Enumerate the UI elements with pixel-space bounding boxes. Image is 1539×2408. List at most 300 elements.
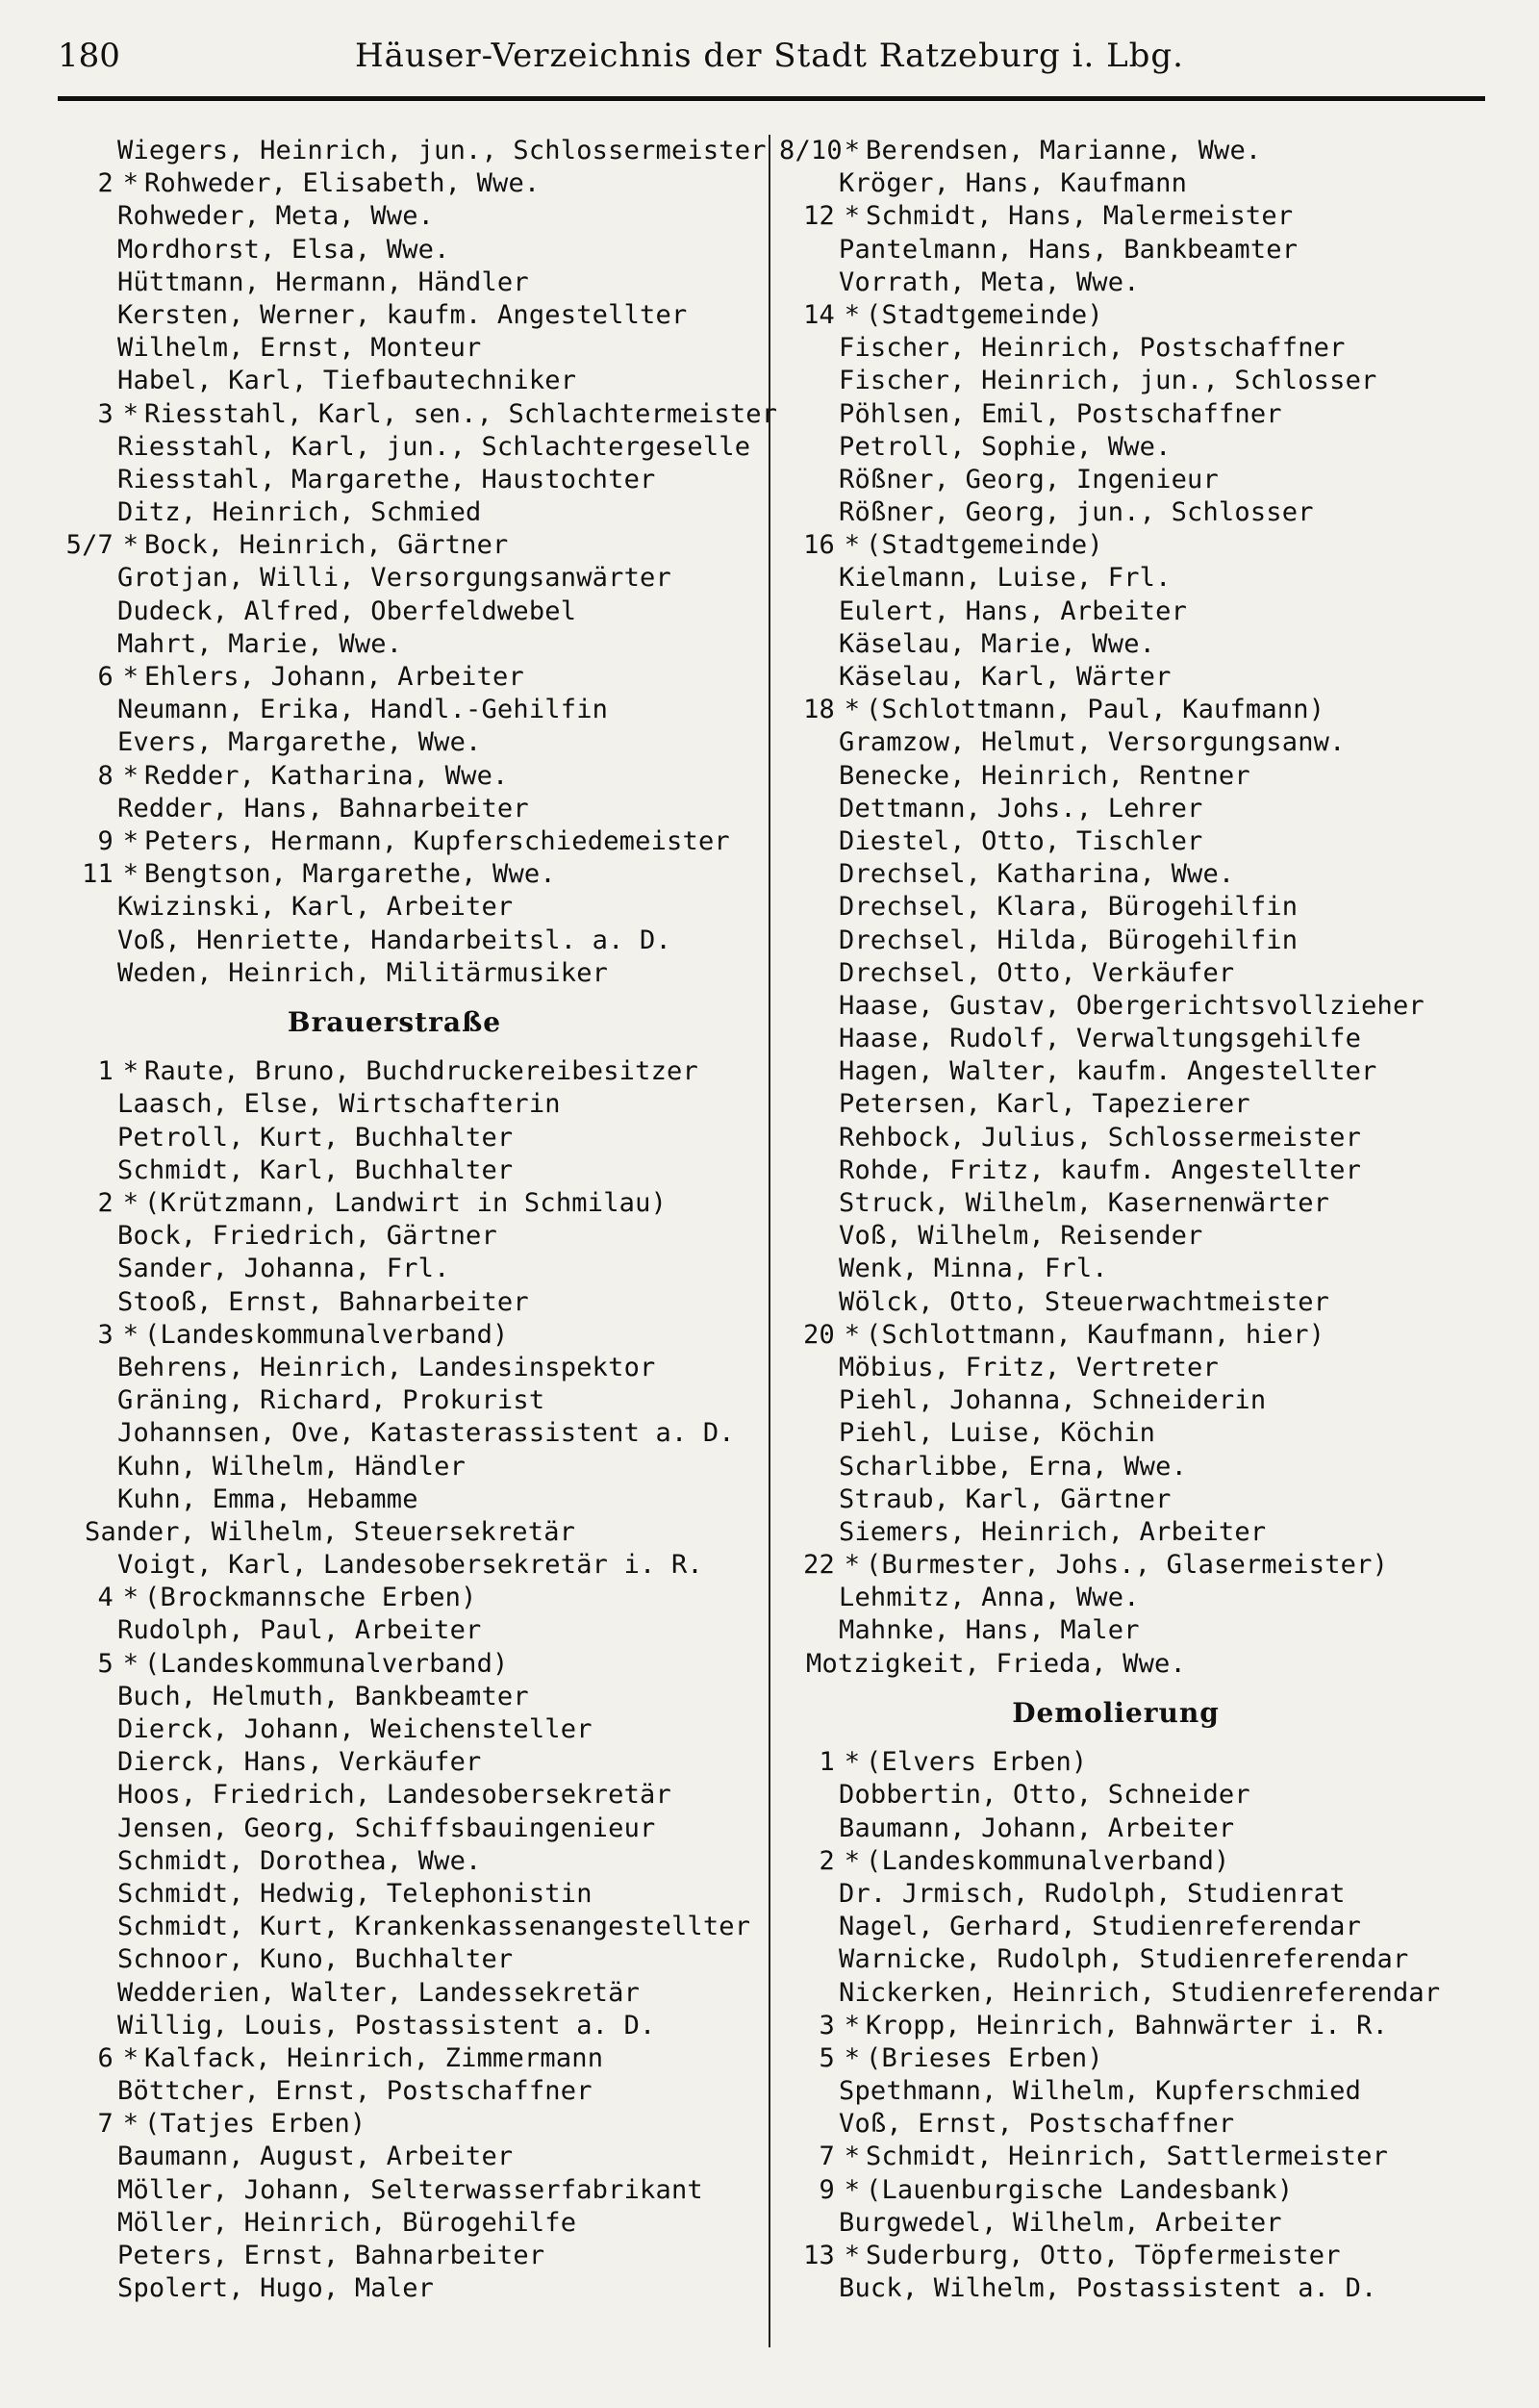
resident-text: Kropp, Heinrich, Bahnwärter i. R. (866, 2010, 1389, 2040)
directory-entry (779, 1154, 1452, 1187)
house-number: 3 (819, 2010, 835, 2040)
directory-entry (779, 266, 1452, 299)
resident-text: Schnoor, Kuno, Buchhalter (117, 1944, 514, 1975)
directory-entry (779, 1055, 1452, 1088)
directory-entry (779, 2141, 1452, 2173)
directory-entry (779, 398, 1452, 431)
resident-text: (Burmester, Johs., Glasermeister) (866, 1550, 1389, 1581)
directory-entry (779, 990, 1452, 1023)
directory-entry (58, 2141, 731, 2173)
resident-text: Dobbertin, Otto, Schneider (839, 1780, 1250, 1811)
directory-entry (779, 2042, 1452, 2075)
directory-entry (58, 2174, 731, 2207)
resident-text: Grotjan, Willi, Versorgungsanwärter (117, 563, 671, 594)
directory-entry (58, 891, 731, 924)
directory-entry (779, 1549, 1452, 1582)
resident-text: Piehl, Johanna, Schneiderin (839, 1385, 1267, 1416)
directory-entry (779, 2010, 1452, 2042)
owner-marker: * (844, 201, 861, 232)
street-heading: Brauerstraße (287, 1005, 502, 1038)
resident-text: Schmidt, Dorothea, Wwe. (117, 1845, 482, 1876)
resident-text: Voß, Wilhelm, Reisender (839, 1221, 1203, 1252)
resident-text: Rudolph, Paul, Arbeiter (117, 1615, 482, 1646)
directory-entry (779, 299, 1452, 332)
resident-text: Schmidt, Hedwig, Telephonistin (117, 1878, 593, 1909)
directory-entry (58, 2108, 731, 2141)
header-rule (58, 96, 1485, 101)
resident-text: Stooß, Ernst, Bahnarbeiter (117, 1286, 529, 1317)
resident-text: Vorrath, Meta, Wwe. (839, 266, 1140, 297)
directory-entry (779, 825, 1452, 858)
directory-entry (58, 793, 731, 825)
resident-text: Gräning, Richard, Prokurist (117, 1385, 545, 1416)
directory-entry (779, 1352, 1452, 1384)
directory-entry (58, 1943, 731, 1976)
resident-text: Neumann, Erika, Handl.-Gehilfin (117, 695, 609, 725)
directory-entry (779, 2108, 1452, 2141)
resident-text: Rößner, Georg, Ingenieur (839, 464, 1219, 494)
directory-entry (779, 332, 1452, 365)
owner-marker: * (844, 136, 861, 165)
resident-text: Suderburg, Otto, Töpfermeister (866, 2241, 1341, 2271)
resident-text: Hoos, Friedrich, Landesobersekretär (117, 1780, 671, 1811)
resident-text: Schmidt, Hans, Malermeister (866, 201, 1294, 232)
directory-entry (779, 1812, 1452, 1845)
directory-entry (58, 1516, 731, 1549)
resident-text: Pöhlsen, Emil, Postschaffner (839, 398, 1282, 429)
page-number: 180 (58, 37, 120, 75)
directory-entry (58, 1812, 731, 1845)
resident-text: Rohde, Fritz, kaufm. Angestellter (839, 1154, 1362, 1185)
directory-entry (779, 1582, 1452, 1614)
house-number: 20 (803, 1319, 835, 1350)
resident-text: Struck, Wilhelm, Kasernenwärter (839, 1188, 1330, 1218)
owner-marker: * (122, 825, 139, 856)
directory-entry (58, 925, 731, 957)
directory-entry (58, 1253, 731, 1285)
directory-entry (779, 694, 1452, 726)
resident-text: Redder, Hans, Bahnarbeiter (117, 793, 529, 824)
directory-entry (779, 1648, 1452, 1681)
resident-text: (Brieses Erben) (866, 2042, 1103, 2073)
resident-text: Fischer, Heinrich, Postschaffner (839, 333, 1346, 364)
resident-text: Käselau, Karl, Wärter (839, 662, 1172, 692)
owner-marker: * (122, 662, 139, 692)
resident-text: Haase, Gustav, Obergerichtsvollzieher (839, 990, 1425, 1021)
directory-entry (779, 1977, 1452, 2010)
owner-marker: * (844, 299, 861, 330)
house-number: 12 (803, 201, 835, 232)
directory-entry (779, 1779, 1452, 1812)
resident-text: Raute, Bruno, Buchdruckereibesitzer (144, 1056, 698, 1087)
house-number: 9 (819, 2174, 835, 2205)
resident-text: Schmidt, Karl, Buchhalter (117, 1154, 514, 1185)
resident-text: Käselau, Marie, Wwe. (839, 628, 1156, 659)
resident-text: Rohweder, Elisabeth, Wwe. (144, 168, 541, 199)
running-title: Häuser-Verzeichnis der Stadt Ratzeburg i. Lbg. (355, 37, 1184, 75)
resident-text: Burgwedel, Wilhelm, Arbeiter (839, 2207, 1282, 2238)
owner-marker: * (844, 2042, 861, 2073)
owner-marker: * (122, 168, 139, 199)
directory-entry (779, 628, 1452, 661)
resident-text: (Brockmannsche Erben) (144, 1583, 477, 1613)
directory-entry (58, 1681, 731, 1713)
resident-text: Weden, Heinrich, Militärmusiker (117, 957, 609, 988)
directory-entry (779, 2075, 1452, 2108)
directory-entry (779, 2240, 1452, 2272)
resident-text: Baumann, Johann, Arbeiter (839, 1812, 1235, 1843)
resident-text: Nickerken, Heinrich, Studienreferendar (839, 1977, 1441, 2008)
house-number: 14 (803, 299, 835, 330)
resident-text: Rehbock, Julius, Schlossermeister (839, 1122, 1362, 1153)
directory-entry (779, 1384, 1452, 1417)
directory-entry (58, 2207, 731, 2240)
resident-text: Möller, Johann, Selterwasserfabrikant (117, 2174, 703, 2205)
directory-entry (779, 1746, 1452, 1779)
directory-entry (779, 1286, 1452, 1319)
resident-text: (Landeskommunalverband) (866, 1845, 1230, 1876)
directory-entry (58, 1911, 751, 1943)
directory-entry (58, 496, 731, 529)
resident-text: Rohweder, Meta, Wwe. (117, 201, 435, 232)
directory-entry (58, 266, 731, 299)
resident-text: (Landeskommunalverband) (144, 1319, 509, 1350)
resident-text: Wiegers, Heinrich, jun., Schlossermeister (117, 136, 767, 165)
owner-marker: * (122, 1583, 139, 1613)
directory-entry (58, 1122, 731, 1154)
directory-entry (58, 1878, 731, 1911)
resident-text: (Elvers Erben) (866, 1747, 1088, 1778)
resident-text: (Schlottmann, Kaufmann, hier) (866, 1319, 1325, 1350)
resident-text: Dierck, Johann, Weichensteller (117, 1714, 593, 1745)
directory-entry (58, 726, 731, 759)
house-number: 6 (97, 662, 114, 692)
resident-text: Möller, Heinrich, Bürogehilfe (117, 2207, 577, 2238)
resident-text: Dierck, Hans, Verkäufer (117, 1747, 482, 1778)
house-number: 11 (82, 859, 114, 890)
directory-entry (779, 1516, 1452, 1549)
directory-entry (779, 793, 1452, 825)
resident-text: Riesstahl, Karl, jun., Schlachtergeselle (117, 431, 751, 462)
owner-marker: * (844, 2010, 861, 2040)
directory-entry (779, 1451, 1452, 1483)
owner-marker: * (844, 1845, 861, 1876)
resident-text: Drechsel, Klara, Bürogehilfin (839, 892, 1299, 923)
directory-entry (779, 2207, 1452, 2240)
resident-text: Rößner, Georg, jun., Schlosser (839, 497, 1314, 528)
directory-entry (58, 2010, 731, 2042)
directory-entry (58, 825, 731, 858)
resident-text: Mahrt, Marie, Wwe. (117, 628, 403, 659)
directory-entry (779, 1943, 1452, 1976)
resident-text: Dr. Jrmisch, Rudolph, Studienrat (839, 1878, 1346, 1909)
directory-entry (58, 1055, 731, 1088)
resident-text: Peters, Hermann, Kupferschiedemeister (144, 825, 730, 856)
house-number: 5/7 (65, 530, 114, 561)
resident-text: (Tatjes Erben) (144, 2109, 366, 2140)
house-number: 1 (819, 1747, 835, 1778)
directory-entry (58, 661, 731, 694)
directory-entry (779, 1911, 1452, 1943)
directory-entry (58, 135, 767, 167)
house-number: 2 (819, 1845, 835, 1876)
directory-entry (779, 957, 1452, 990)
resident-text: Drechsel, Katharina, Wwe. (839, 859, 1235, 890)
resident-text: Wilhelm, Ernst, Monteur (117, 333, 482, 364)
resident-text: Laasch, Else, Wirtschafterin (117, 1089, 561, 1120)
directory-entry (779, 1319, 1452, 1352)
directory-entry (779, 167, 1452, 200)
resident-text: Kielmann, Luise, Frl. (839, 563, 1172, 594)
directory-entry (779, 464, 1452, 496)
directory-entry (58, 760, 731, 793)
directory-entry (58, 1220, 731, 1253)
resident-text: Buch, Helmuth, Bankbeamter (117, 1681, 529, 1711)
resident-text: Mordhorst, Elsa, Wwe. (117, 234, 450, 265)
house-number: 13 (803, 2241, 835, 2271)
resident-text: Petersen, Karl, Tapezierer (839, 1089, 1250, 1120)
directory-entry (779, 1187, 1452, 1220)
directory-entry (58, 2272, 731, 2305)
directory-entry (58, 1417, 735, 1450)
owner-marker: * (122, 1056, 139, 1087)
resident-text: Voß, Ernst, Postschaffner (839, 2109, 1235, 2140)
resident-text: Jensen, Georg, Schiffsbauingenieur (117, 1812, 656, 1843)
directory-entry (779, 2272, 1452, 2305)
directory-entry (779, 135, 1452, 167)
directory-entry (779, 1845, 1452, 1878)
directory-entry (58, 1713, 731, 1746)
resident-text: Kalfack, Heinrich, Zimmermann (144, 2042, 604, 2073)
directory-entry (58, 1746, 731, 1779)
resident-text: Kwizinski, Karl, Arbeiter (117, 892, 514, 923)
house-number: 5 (97, 1648, 114, 1679)
directory-entry (58, 1154, 731, 1187)
resident-text: Schmidt, Heinrich, Sattlermeister (866, 2142, 1389, 2172)
resident-text: Bock, Heinrich, Gärtner (144, 530, 509, 561)
resident-text: (Stadtgemeinde) (866, 299, 1103, 330)
owner-marker: * (844, 2142, 861, 2172)
directory-entry (779, 661, 1452, 694)
resident-text: (Stadtgemeinde) (866, 530, 1103, 561)
resident-text: Dettmann, Johs., Lehrer (839, 793, 1203, 824)
resident-text: Kuhn, Wilhelm, Händler (117, 1451, 467, 1482)
column-divider (769, 135, 770, 2347)
resident-text: Willig, Louis, Postassistent a. D. (117, 2010, 656, 2040)
resident-text: Warnicke, Rudolph, Studienreferendar (839, 1944, 1409, 1975)
directory-entry (779, 1253, 1452, 1285)
resident-text: (Landeskommunalverband) (144, 1648, 509, 1679)
resident-text: Evers, Margarethe, Wwe. (117, 727, 482, 758)
directory-entry (58, 332, 731, 365)
house-number: 7 (97, 2109, 114, 2140)
directory-entry (779, 1614, 1452, 1647)
right-column (779, 135, 1452, 2305)
resident-text: Riesstahl, Margarethe, Haustochter (117, 464, 656, 494)
resident-text: Kuhn, Emma, Hebamme (117, 1483, 418, 1514)
directory-entry (58, 1286, 731, 1319)
resident-text: Mahnke, Hans, Maler (839, 1615, 1140, 1646)
resident-text: Wölck, Otto, Steuerwachtmeister (839, 1286, 1330, 1317)
directory-entry (779, 1483, 1452, 1516)
resident-text: Eulert, Hans, Arbeiter (839, 596, 1188, 626)
directory-entry (58, 596, 731, 628)
resident-text: Sander, Johanna, Frl. (117, 1254, 450, 1284)
resident-text: Redder, Katharina, Wwe. (144, 760, 509, 791)
house-number: 22 (803, 1550, 835, 1581)
directory-entry (779, 858, 1452, 891)
owner-marker: * (122, 398, 139, 429)
directory-entry (779, 2174, 1452, 2207)
resident-text: Spethmann, Wilhelm, Kupferschmied (839, 2076, 1362, 2107)
directory-entry (779, 1088, 1452, 1121)
directory-entry (58, 1352, 731, 1384)
resident-text: Lehmitz, Anna, Wwe. (839, 1583, 1140, 1613)
directory-entry (779, 1220, 1452, 1253)
resident-text: Dudeck, Alfred, Oberfeldwebel (117, 596, 577, 626)
resident-text: (Schlottmann, Paul, Kaufmann) (866, 695, 1325, 725)
directory-entry (58, 529, 731, 562)
directory-entry (58, 1187, 731, 1220)
resident-text: Hagen, Walter, kaufm. Angestellter (839, 1056, 1377, 1087)
resident-text: Benecke, Heinrich, Rentner (839, 760, 1250, 791)
directory-entry (779, 234, 1452, 266)
directory-entry (779, 200, 1452, 233)
house-number: 9 (97, 825, 114, 856)
page-header (58, 37, 1481, 94)
directory-entry (779, 596, 1452, 628)
directory-entry (58, 431, 751, 464)
directory-entry (58, 1384, 731, 1417)
resident-text: Siemers, Heinrich, Arbeiter (839, 1516, 1267, 1547)
house-number: 7 (819, 2142, 835, 2172)
street-heading: Demolierung (1012, 1696, 1220, 1729)
resident-text: Kröger, Hans, Kaufmann (839, 168, 1188, 199)
owner-marker: * (844, 695, 861, 725)
resident-text: Berendsen, Marianne, Wwe. (866, 136, 1262, 165)
resident-text: Nagel, Gerhard, Studienreferendar (839, 1912, 1362, 1942)
directory-entry (58, 2042, 731, 2075)
directory-entry (58, 957, 731, 990)
resident-text: Baumann, August, Arbeiter (117, 2142, 514, 2172)
resident-text: Peters, Ernst, Bahnarbeiter (117, 2241, 545, 2271)
directory-entry (779, 496, 1452, 529)
resident-text: Petroll, Sophie, Wwe. (839, 431, 1172, 462)
directory-entry (58, 167, 731, 200)
resident-text: Bock, Friedrich, Gärtner (117, 1221, 497, 1252)
house-number: 3 (97, 398, 114, 429)
directory-entry (58, 858, 731, 891)
house-number: 5 (819, 2042, 835, 2073)
resident-text: Schmidt, Kurt, Krankenkassenangestellter (117, 1912, 751, 1942)
left-column (58, 135, 778, 2305)
owner-marker: * (122, 1319, 139, 1350)
directory-entry (779, 760, 1452, 793)
resident-text: Riesstahl, Karl, sen., Schlachtermeister (144, 398, 778, 429)
directory-entry (58, 1779, 731, 1812)
resident-text: Petroll, Kurt, Buchhalter (117, 1122, 514, 1153)
directory-entry (779, 562, 1452, 595)
directory-entry (58, 234, 731, 266)
directory-entry (58, 398, 778, 431)
directory-entry (58, 1319, 731, 1352)
resident-text: Motzigkeit, Frieda, Wwe. (806, 1648, 1186, 1679)
resident-text: Spolert, Hugo, Maler (117, 2273, 435, 2304)
house-number: 16 (803, 530, 835, 561)
directory-entry (58, 2075, 731, 2108)
directory-entry (779, 1417, 1452, 1450)
directory-entry (779, 365, 1452, 397)
directory-entry (58, 1648, 731, 1681)
house-number: 8 (97, 760, 114, 791)
directory-entry (779, 891, 1452, 924)
resident-text: Drechsel, Hilda, Bürogehilfin (839, 925, 1299, 955)
directory-entry (779, 1878, 1452, 1911)
resident-text: (Krützmann, Landwirt in Schmilau) (144, 1188, 668, 1219)
resident-text: Hüttmann, Hermann, Händler (117, 266, 529, 297)
owner-marker: * (122, 859, 139, 890)
directory-entry (779, 1023, 1452, 1055)
owner-marker: * (122, 1648, 139, 1679)
resident-text: Möbius, Fritz, Vertreter (839, 1352, 1219, 1382)
resident-text: Ditz, Heinrich, Schmied (117, 497, 482, 528)
owner-marker: * (844, 1319, 861, 1350)
directory-entry (779, 726, 1452, 759)
resident-text: Bengtson, Margarethe, Wwe. (144, 859, 556, 890)
directory-entry (58, 1845, 731, 1878)
owner-marker: * (122, 2109, 139, 2140)
directory-entry (58, 562, 731, 595)
house-number: 6 (97, 2042, 114, 2073)
owner-marker: * (122, 530, 139, 561)
directory-entry (779, 1122, 1452, 1154)
resident-text: Voß, Henriette, Handarbeitsl. a. D. (117, 925, 671, 955)
directory-entry (58, 2240, 731, 2272)
directory-entry (58, 464, 731, 496)
resident-text: Piehl, Luise, Köchin (839, 1418, 1156, 1449)
resident-text: Buck, Wilhelm, Postassistent a. D. (839, 2273, 1377, 2304)
resident-text: Behrens, Heinrich, Landesinspektor (117, 1352, 656, 1382)
resident-text: Fischer, Heinrich, jun., Schlosser (839, 366, 1377, 396)
owner-marker: * (844, 2174, 861, 2205)
house-number: 4 (97, 1583, 114, 1613)
owner-marker: * (844, 530, 861, 561)
owner-marker: * (122, 2042, 139, 2073)
directory-entry (58, 1614, 731, 1647)
house-number: 1 (97, 1056, 114, 1087)
resident-text: (Lauenburgische Landesbank) (866, 2174, 1294, 2205)
house-number: 2 (97, 1188, 114, 1219)
owner-marker: * (122, 760, 139, 791)
owner-marker: * (844, 1550, 861, 1581)
resident-text: Scharlibbe, Erna, Wwe. (839, 1451, 1188, 1482)
house-number: 8/10 (779, 136, 843, 165)
resident-text: Pantelmann, Hans, Bankbeamter (839, 234, 1299, 265)
resident-text: Böttcher, Ernst, Postschaffner (117, 2076, 593, 2107)
house-number: 2 (97, 168, 114, 199)
directory-entry (58, 299, 731, 332)
directory-entry (58, 1582, 731, 1614)
resident-text: Habel, Karl, Tiefbautechniker (117, 366, 577, 396)
resident-text: Wedderien, Walter, Landessekretär (117, 1977, 641, 2008)
owner-marker: * (844, 2241, 861, 2271)
directory-entry (58, 365, 731, 397)
directory-entry (779, 925, 1452, 957)
resident-text: Sander, Wilhelm, Steuersekretär (85, 1516, 576, 1547)
directory-entry (58, 1977, 731, 2010)
house-number: 18 (803, 695, 835, 725)
resident-text: Haase, Rudolf, Verwaltungsgehilfe (839, 1024, 1362, 1054)
